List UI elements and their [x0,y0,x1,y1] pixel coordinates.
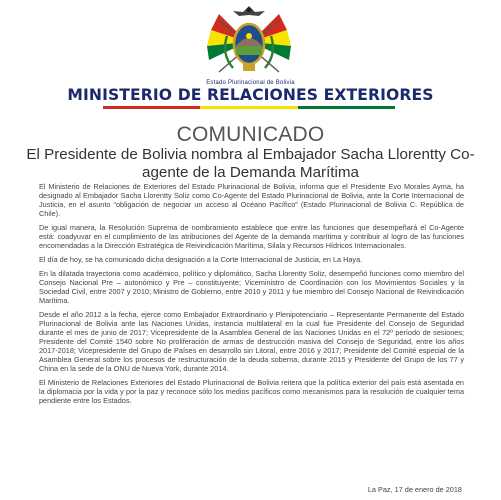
state-name: Estado Plurinacional de Bolivia [206,80,295,86]
paragraph: Desde el año 2012 a la fecha, ejerce como Embajador Extraordinario y Plenipotenciario – Representante Permanente del Estado Plurinacional de Bolivia ante las Naciones Unidas, instancia multilateral en la cual fue Presidente del Consejo de Seguridad durante el mes de junio de 2017; Vicepresidente de la Asamblea General de las Naciones Unidas en el 72º período de sesiones; Presidente del Comité 1540 sobre No proliferación de armas de destrucción masiva del Consejo de Seguridad, entre los años 2017-2018; Vicepresidente del Grupo de Países en desarrollo sin Litoral, entre 2016 y 2017; Presidente del Comité especial de la Asamblea General sobre los procesos de restructuración de la deuda soberna, durante 2015 y Presidente del Grupo de los 77 y China en la sede de la ONU de Nueva York, durante 2014. [39,310,464,373]
paragraph: En la dilatada trayectoria como académico, político y diplomático, Sacha Llorentty Soliz, desempeñó funciones como miembro del Consejo Nacional Pre – autonómico y Pre – constituyente; Viceministro de Coordinación con los Movimientos Sociales y la Sociedad Civil, entre 2007 y 2010; Ministro de Gobierno, entre 2010 y 2011 y fue miembro del Consejo Nacional de Reivindicación Marítima. [39,269,464,306]
paragraph: El día de hoy, se ha comunicado dicha designación a la Corte Internacional de Justicia, en La Haya. [39,255,363,265]
flag-stripe [103,106,395,109]
paragraph: De igual manera, la Resolución Suprema de nombramiento establece que entre las funciones que desempeñará el Co-Agente está: coadyuvar en el cumplimiento de las atribuciones del Agente de la demanda marítima y contribuir al logro de las funciones encomendadas a la Dirección Estratégica de Reivindicación Marítima, Silala y Recursos Hídricos Internacionales. [39,223,464,250]
stripe-green [298,106,395,109]
stripe-yellow [200,106,297,109]
paragraph: El Ministerio de Relaciones de Exteriores del Estado Plurinacional de Bolivia, informa que el Presidente Evo Morales Ayma, ha designado al Embajador Sacha Llorentty Soliz como Co-Agente del Estado Plurinacional de Bolivia, ante la Corte Internacional de Justicia, en el asunto “obligación de negociar un acceso al Océano Pacífico” (Estado Plurinacional de Bolivia C. República de Chile). [39,182,464,218]
date-line: La Paz, 17 de enero de 2018 [367,485,462,494]
body-text [39,183,464,411]
stripe-red [103,106,200,109]
paragraph: El Ministerio de Relaciones Exteriores del Estado Plurinacional de Bolivia reitera que la política exterior del país está asentada en la diplomacia por la vida y por la paz y reconoce sólo los medios pacíficos como mecanismos para la resolución de cualquier tema pendiente entre los Estados. [39,378,464,405]
headline: El Presidente de Bolivia nombra al Embajador Sacha Llorentty Co-agente de la Demanda Marítima [26,146,475,181]
page-title: COMUNICADO [176,123,325,146]
ministry-name: MINISTERIO DE RELACIONES EXTERIORES [67,86,434,104]
bolivia-coat-of-arms-icon [199,2,299,78]
